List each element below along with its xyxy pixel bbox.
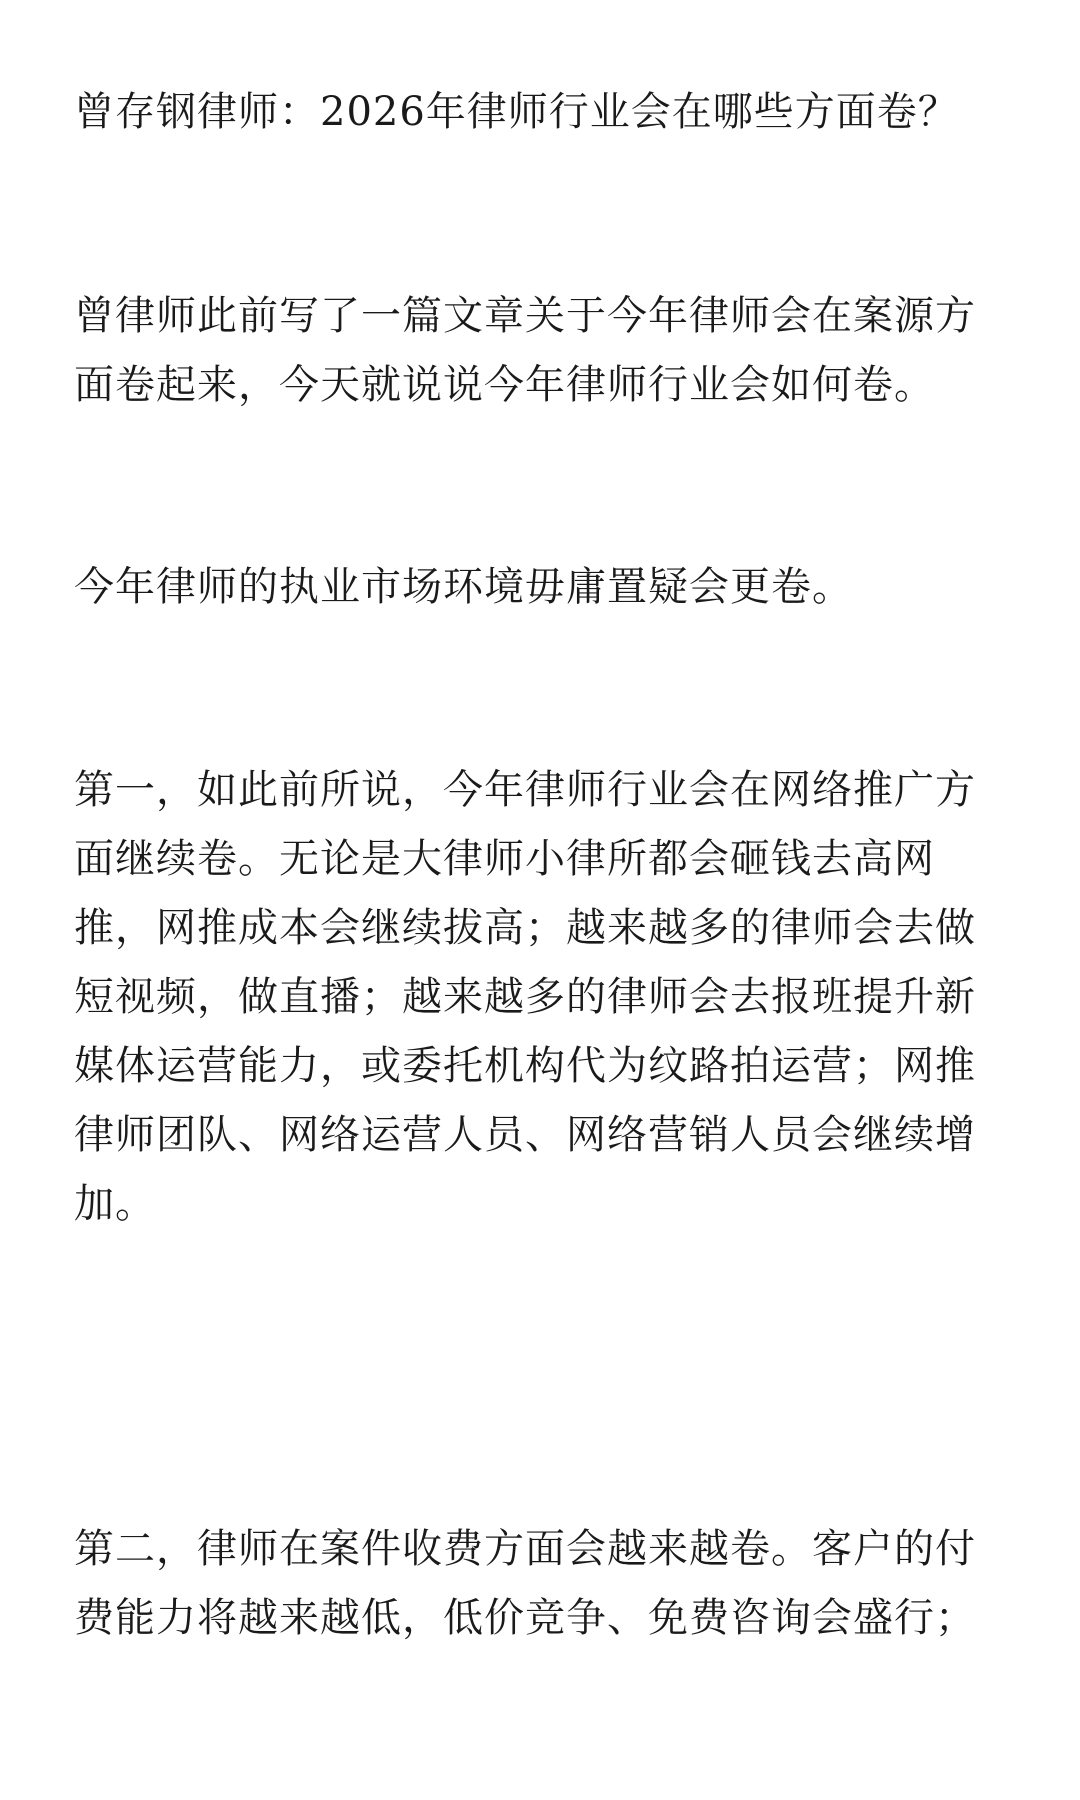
paragraph-intro: 曾律师此前写了一篇文章关于今年律师会在案源方面卷起来，今天就说说今年律师行业会如何卷。 xyxy=(74,293,976,408)
paragraph-market-environment: 今年律师的执业市场环境毋庸置疑会更卷。 xyxy=(74,564,853,610)
paragraph-point-two: 第二，律师在案件收费方面会越来越卷。客户的付费能力将越来越低，低价竞争、免费咨询会盛行； xyxy=(74,1526,976,1641)
article-title: 曾存钢律师：2026年律师行业会在哪些方面卷？ xyxy=(74,89,959,135)
paragraph-point-one: 第一，如此前所说，今年律师行业会在网络推广方面继续卷。无论是大律师小律所都会砸钱去高网推，网推成本会继续拔高；越来越多的律师会去做短视频，做直播；越来越多的律师会去报班提升新媒体运营能力，或委托机构代为纹路拍运营；网推律师团队、网络运营人员、网络营销人员会继续增加。 xyxy=(74,767,976,1227)
